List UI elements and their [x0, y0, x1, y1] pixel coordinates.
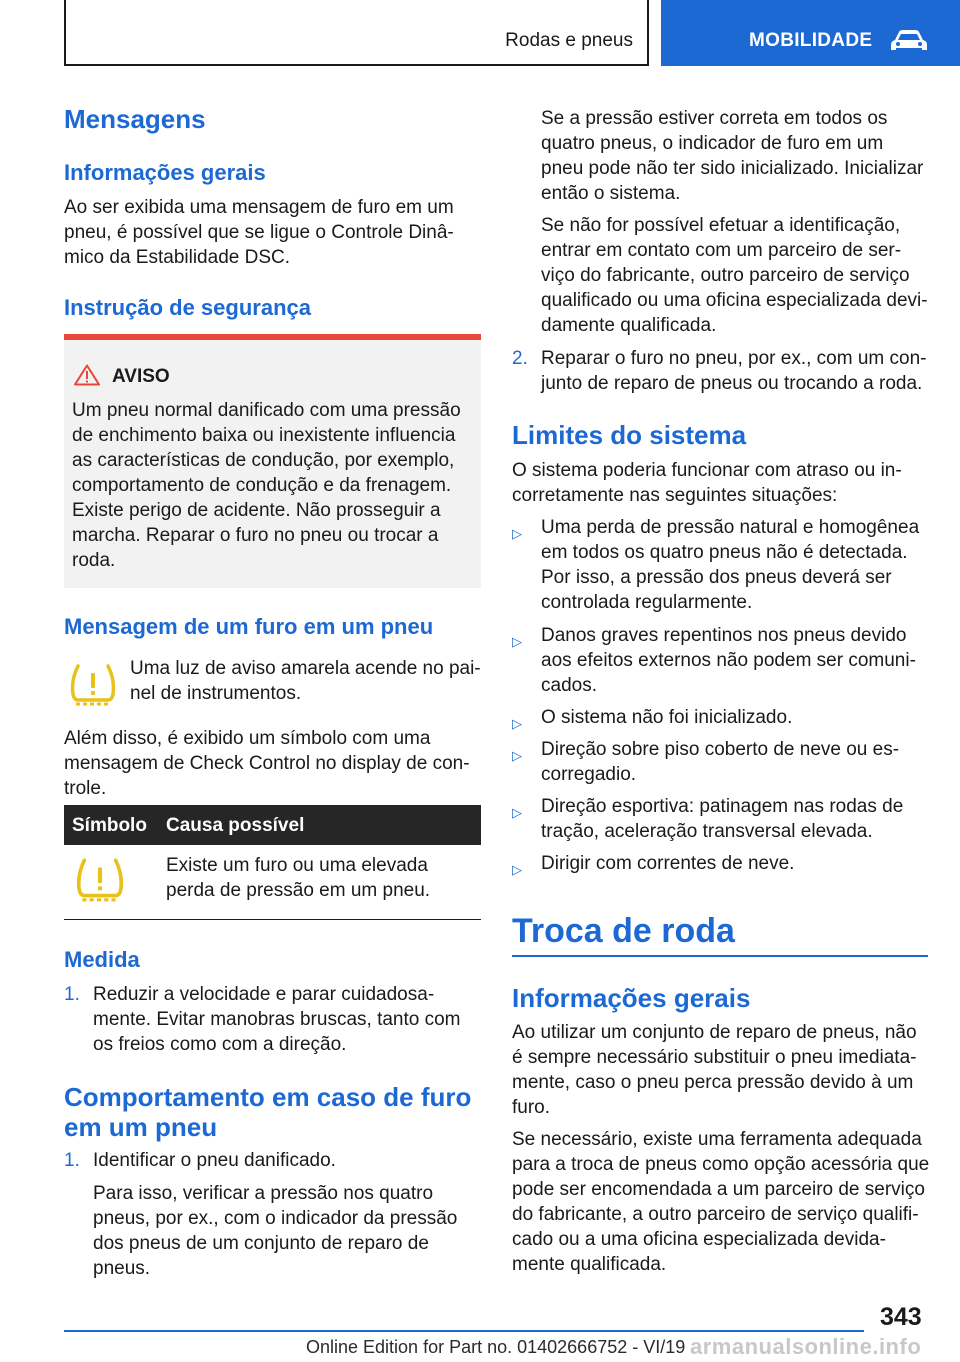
heading-limites-sistema: Limites do sistema: [512, 420, 747, 450]
paragraph-info: Ao ser exibida uma mensagem de furo em um pneu, é possível que se ligue o Controle Dinâ- mico da Estabilidade DSC.: [64, 197, 454, 268]
paragraph-continuacao-1: Se a pressão estiver correta em todos os quatro pneus, o indicador de furo em um pneu pode não ter sido inicializado. Inicializar então o sistema.: [541, 108, 924, 204]
list-item-2: 2. Reparar o furo no pneu, por ex., com um con- junto de reparo de pneus ou trocando a roda.: [512, 348, 927, 394]
bullet-item: ▷ Uma perda de pressão natural e homogênea em todos os quatro pneus não é detectada. Por isso, a pressão dos pneus deverá ser controlada regularmente.: [512, 517, 920, 613]
footer-rule: [64, 1330, 864, 1332]
table-bottom-rule: [64, 919, 481, 920]
bullet-item: ▷ O sistema não foi inicializado.: [512, 705, 928, 730]
heading-instrucao-seguranca: Instrução de segurança: [64, 295, 311, 320]
heading-mensagem-furo: Mensagem de um furo em um pneu: [64, 614, 434, 639]
heading-medida: Medida: [64, 947, 140, 972]
paragraph-troca-2: Se necessário, existe uma ferramenta adequada para a troca de pneus como opção acessória que pode ser encomendada a um parceiro de serviço do fabricante, a outro parceiro de serviço qualifi- cado ou a uma oficina especializada devida- mente qualificada.: [512, 1129, 930, 1275]
tire-pressure-symbol-icon: [74, 856, 126, 904]
bullet-item: ▷ Dirigir com correntes de neve.: [512, 851, 928, 876]
bullet-triangle-icon: ▷: [512, 526, 522, 541]
bullet-item: ▷ Direção esportiva: patinagem nas rodas de tração, aceleração transversal elevada.: [512, 796, 904, 842]
comportamento-list-item: 1. Identificar o pneu danificado.: [64, 1150, 336, 1171]
paragraph-luz-aviso: Uma luz de aviso amarela acende no pai- nel de instrumentos.: [130, 658, 481, 704]
bullet-item: ▷ Direção sobre piso coberto de neve ou es- corregadio.: [512, 739, 900, 785]
table-header-simbolo: Símbolo: [72, 815, 147, 836]
bullet-triangle-icon: ▷: [512, 716, 522, 731]
table-header-causa: Causa possível: [166, 815, 305, 836]
warning-text: Um pneu normal danificado com uma pressão de enchimento baixa ou inexistente influencia as características de condução, por exemplo, comportamento de condução e da frenagem. Existe perigo de acidente. Não prosseguir a marcha. Reparar o furo no pneu ou trocar a roda.: [72, 400, 461, 571]
heading-comportamento: Comportamento em caso de furo em um pneu: [64, 1082, 472, 1142]
bullet-triangle-icon: ▷: [512, 748, 522, 763]
heading-troca-roda: Troca de roda: [512, 912, 735, 950]
comportamento-sub-paragraph: Para isso, verificar a pressão nos quatro pneus, por ex., com o indicador da pressão dos pneus de um conjunto de reparo de pneus.: [93, 1183, 458, 1279]
heading-mensagens: Mensagens: [64, 104, 206, 134]
warning-box: [64, 334, 481, 588]
header-chapter-title: MOBILIDADE: [749, 30, 873, 51]
bullet-triangle-icon: ▷: [512, 634, 522, 649]
paragraph-alem-disso: Além disso, é exibido um símbolo com uma mensagem de Check Control no display de con- trole.: [64, 728, 470, 799]
heading-rule: [512, 955, 928, 957]
bullet-triangle-icon: ▷: [512, 805, 522, 820]
bullet-item: ▷ Danos graves repentinos nos pneus devido aos efeitos externos não podem ser comuni- cados.: [512, 625, 916, 696]
paragraph-continuacao-2: Se não for possível efetuar a identificação, entrar em contato com um parceiro de ser- viço do fabricante, outro parceiro de serviço qualificado ou uma oficina especializada devi- damente qualificada.: [541, 215, 928, 336]
medida-list-item: 1. Reduzir a velocidade e parar cuidadosa- mente. Evitar manobras bruscas, tanto com os freios como com a direção.: [64, 984, 461, 1055]
warning-title: AVISO: [112, 366, 170, 387]
heading-informacoes-gerais-2: Informações gerais: [512, 983, 751, 1013]
watermark: armanualsonline.info: [690, 1334, 922, 1359]
heading-informacoes-gerais: Informações gerais: [64, 160, 266, 185]
car-icon: [889, 28, 929, 54]
bullet-triangle-icon: ▷: [512, 862, 522, 877]
tire-pressure-warning-icon: [68, 662, 118, 708]
paragraph-limites: O sistema poderia funcionar com atraso ou in- corretamente nas seguintes situações:: [512, 460, 902, 506]
header-chapter-box: [661, 0, 960, 66]
table-header: [64, 805, 481, 845]
footer-edition: Online Edition for Part no. 01402666752 - VI/19: [306, 1337, 686, 1357]
warning-triangle-icon: [74, 364, 100, 386]
page-number: 343: [880, 1303, 922, 1331]
paragraph-troca-1: Ao utilizar um conjunto de reparo de pneus, não é sempre necessário substituir o pneu imediata- mente, caso o pneu perca pressão devido à um furo.: [512, 1022, 917, 1118]
header-section-title: Rodas e pneus: [505, 30, 633, 51]
table-row-causa: Existe um furo ou uma elevada perda de pressão em um pneu.: [166, 855, 431, 901]
header-section-box: [64, 0, 649, 66]
